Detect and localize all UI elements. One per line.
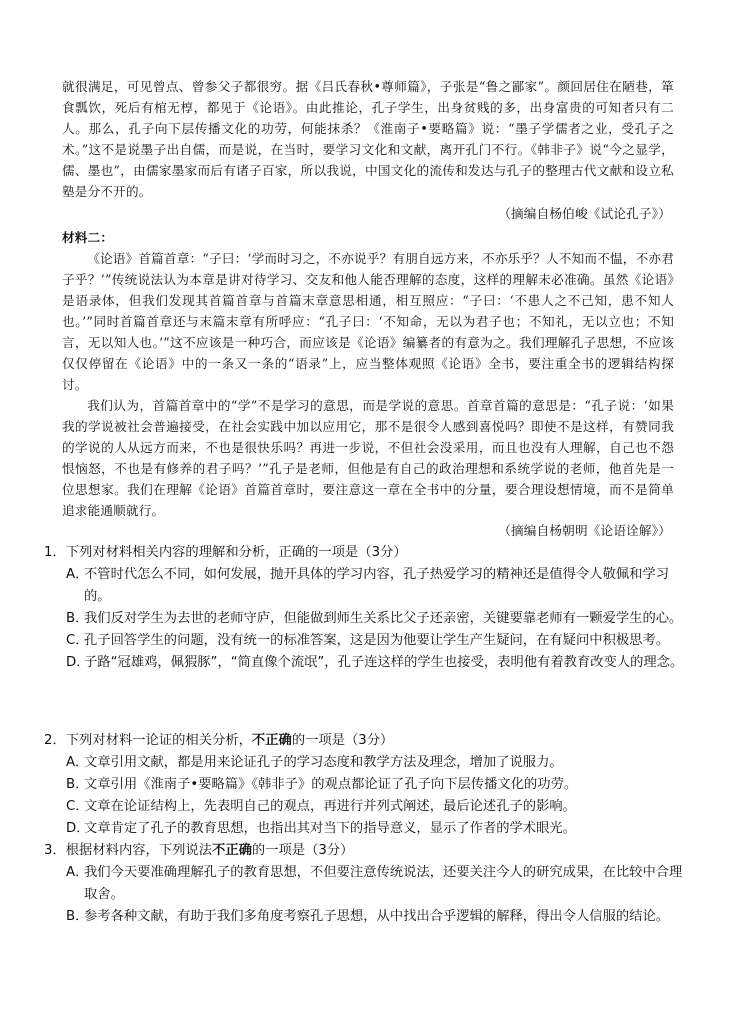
option-c: C．文章在论证结构上，先表明自己的观点，再进行并列式阐述，最后论述孔子的影响。	[66, 799, 576, 814]
option-a: A．我们今天要准确理解孔子的教育思想，不但要注意传统说法，还要关注今人的研究成果，在比较中合理取舍。	[66, 865, 683, 902]
question-3	[44, 840, 684, 928]
material2-source: （摘编自杨朝明《论语诠解》）	[498, 523, 671, 538]
option-b: B．文章引用《淮南子•要略篇》《韩非子》的观点都论证了孔子向下层传播文化的功劳。	[66, 777, 578, 792]
material2-paragraph-1: 《论语》首篇首章：“子曰：‘学而时习之，不亦说乎？有朋自远方来，不亦乐乎？人不知而不愠，不亦君子乎？’”传统说法认为本章是讲对待学习、交友和他人能否理解的态度，这样的理解未必准确。虽然《论语》是语录体，但我们发现其首篇首章与首篇末章意思相通，相互照应：“子曰：‘不患人之不己知，患不知人也。’”同时首篇首章还与末篇末章有所呼应：“孔子曰：‘不知命，无以为君子也；不知礼，无以立也；不知言，无以知人也。’”这不应该是一种巧合，而应该是《论语》编纂者的有意为之。我们理解孔子思想，不应该仅仅停留在《论语》中的一条又一条的“语录”上，应当整体观照《论语》全书，要注重全书的逻辑结构探讨。	[62, 251, 674, 392]
option-c: C．孔子回答学生的问题，没有统一的标准答案，这是因为他要让学生产生疑问，在有疑问中积极思考。	[66, 633, 670, 648]
option-d: D．子路“冠雄鸡，佩猳豚”，“简直像个流氓”，孔子连这样的学生也接受，表明他有着教育改变人的理念。	[66, 655, 684, 670]
option-b: B．我们反对学生为去世的老师守庐，但能做到师生关系比父子还亲密，关键要靠老师有一颗爱学生的心。	[66, 611, 683, 626]
option-d: D．文章肯定了孔子的教育思想，也指出其对当下的指导意义，显示了作者的学术眼光。	[66, 821, 576, 836]
option-b: B．参考各种文献，有助于我们多角度考察孔子思想，从中找出合乎逻辑的解释，得出令人信服的结论。	[66, 909, 670, 924]
material2-paragraph-2: 我们认为，首篇首章中的“学”不是学习的意思，而是学说的意思。首章首篇的意思是：“孔子说：‘如果我的学说被社会普遍接受，在社会实践中加以应用它，那不是很令人感到喜悦吗？即使不是这样，有赞同我的学说的人从远方而来，不也是很快乐吗？再进一步说，不但社会没采用，而且也没有人理解，自己也不怨恨恼怒，不也是有修养的君子吗？’”孔子是老师，但他是有自己的政治理想和系统学说的老师，他首先是一位思想家。我们在理解《论语》首篇首章时，要注意这一章在全书中的分量，要合理设想情境，而不是简单追求能通顺就行。	[62, 398, 674, 518]
option-a: A．文章引用文献，都是用来论证孔子的学习态度和教学方法及理念，增加了说服力。	[66, 755, 563, 770]
question-stem: 1．下列对材料相关内容的理解和分析，正确的一项是（3分）	[44, 545, 407, 560]
material1-tail-paragraph: 就很满足，可见曾点、曾参父子都很穷。据《吕氏春秋•尊师篇》，子张是“鲁之鄙家”。颜回居住在陋巷，箪食瓢饮，死后有棺无椁，都见于《论语》。由此推论，孔子学生，出身贫贱的多，出身富贵的可知者只有二人。那么，孔子向下层传播文化的功劳，何能抹杀？《淮南子•要略篇》说：“墨子学儒者之业，受孔子之术。”这不是说墨子出自儒，而是说，在当时，要学习文化和文献，离开孔门不行。《韩非子》说“今之显学，儒、墨也”，由儒家墨家而后有诸子百家，所以我说，中国文化的流传和发达与孔子的整理古代文献和设立私塾是分不开的。	[62, 79, 674, 199]
question-2	[44, 730, 684, 840]
question-stem: 3．根据材料内容，下列说法不正确的一项是（3分）	[44, 843, 354, 858]
question-1	[44, 542, 684, 674]
question-stem: 2．下列对材料一论证的相关分析，不正确的一项是（3分）	[44, 733, 394, 748]
option-a: A．不管时代怎么不同，如何发展，抛开具体的学习内容，孔子热爱学习的精神还是值得令人敬佩和学习的。	[66, 567, 670, 604]
material1-source: （摘编自杨伯峻《试论孔子》）	[498, 206, 671, 221]
material2-heading: 材料二：	[62, 230, 114, 245]
